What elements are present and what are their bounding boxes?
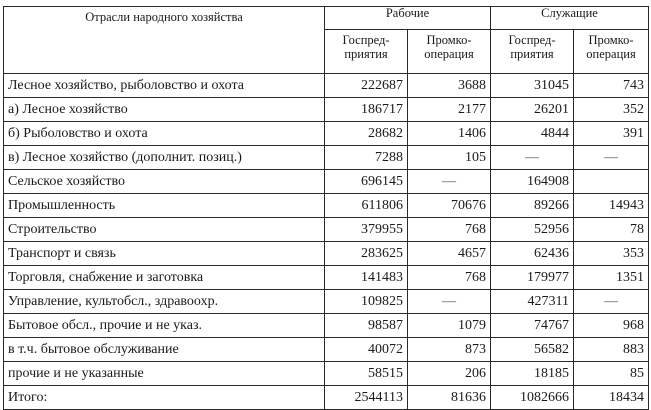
cell-value: 52956 xyxy=(491,218,574,242)
header-line: Промко- xyxy=(588,33,634,47)
table-row xyxy=(4,194,649,218)
table-row xyxy=(4,362,649,386)
cell-value: 26201 xyxy=(491,98,574,122)
cell-value: 4657 xyxy=(408,242,491,266)
cell-value: 179977 xyxy=(491,266,574,290)
header-group-workers: Рабочие xyxy=(325,7,491,30)
cell-value: 968 xyxy=(574,314,649,338)
cell-value: 109825 xyxy=(325,290,408,314)
cell-value: 873 xyxy=(408,338,491,362)
cell-value: 391 xyxy=(574,122,649,146)
cell-value: 78 xyxy=(574,218,649,242)
table-row xyxy=(4,74,649,98)
cell-sector: в т.ч. бытовое обслуживание xyxy=(4,338,325,362)
cell-value: 768 xyxy=(408,266,491,290)
cell-value: 28682 xyxy=(325,122,408,146)
cell-value: 1351 xyxy=(574,266,649,290)
header-workers-state-enterprises xyxy=(325,30,408,74)
cell-value: 611806 xyxy=(325,194,408,218)
header-sector: Отрасли народного хозяйства xyxy=(4,7,325,74)
header-line: операция xyxy=(424,47,474,62)
cell-value: 743 xyxy=(574,74,649,98)
header-row-groups xyxy=(4,7,649,30)
header-line: Госпред- xyxy=(342,33,390,47)
cell-value: 379955 xyxy=(325,218,408,242)
cell-sector: Транспорт и связь xyxy=(4,242,325,266)
header-group-employees: Служащие xyxy=(491,7,649,30)
cell-value: 768 xyxy=(408,218,491,242)
cell-value: 14943 xyxy=(574,194,649,218)
table-row xyxy=(4,338,649,362)
cell-value: 3688 xyxy=(408,74,491,98)
cell-sector: Бытовое обсл., прочие и не указ. xyxy=(4,314,325,338)
cell-value: 74767 xyxy=(491,314,574,338)
header-employees-state-enterprises xyxy=(491,30,574,74)
table-row xyxy=(4,98,649,122)
table-row xyxy=(4,170,649,194)
header-line: приятия xyxy=(510,47,554,62)
cell-value: 85 xyxy=(574,362,649,386)
cell-value: 31045 xyxy=(491,74,574,98)
cell-sector: Строительство xyxy=(4,218,325,242)
header-line: Госпред- xyxy=(508,33,556,47)
table-row xyxy=(4,122,649,146)
cell-value: 186717 xyxy=(325,98,408,122)
cell-sector: Управление, культобсл., здравоохр. xyxy=(4,290,325,314)
cell-value: 222687 xyxy=(325,74,408,98)
cell-value: 2177 xyxy=(408,98,491,122)
cell-value xyxy=(574,170,649,194)
cell-value: 427311 xyxy=(491,290,574,314)
table-header xyxy=(4,7,649,74)
cell-sector: Итого: xyxy=(4,386,325,410)
cell-value: 164908 xyxy=(491,170,574,194)
cell-value: 98587 xyxy=(325,314,408,338)
cell-value: 283625 xyxy=(325,242,408,266)
cell-value: 18185 xyxy=(491,362,574,386)
cell-value: 70676 xyxy=(408,194,491,218)
cell-value: 696145 xyxy=(325,170,408,194)
cell-value: 105 xyxy=(408,146,491,170)
cell-value: 56582 xyxy=(491,338,574,362)
cell-value: 1079 xyxy=(408,314,491,338)
header-employees-cooperation xyxy=(574,30,649,74)
cell-value: 206 xyxy=(408,362,491,386)
table-row xyxy=(4,266,649,290)
cell-value: 62436 xyxy=(491,242,574,266)
cell-value: 7288 xyxy=(325,146,408,170)
header-workers-cooperation xyxy=(408,30,491,74)
table-row xyxy=(4,386,649,410)
cell-sector: б) Рыболовство и охота xyxy=(4,122,325,146)
cell-sector: Промышленность xyxy=(4,194,325,218)
cell-value: 141483 xyxy=(325,266,408,290)
cell-value: 1082666 xyxy=(491,386,574,410)
cell-value: 81636 xyxy=(408,386,491,410)
table-row xyxy=(4,314,649,338)
cell-sector: прочие и не указанные xyxy=(4,362,325,386)
cell-value: 40072 xyxy=(325,338,408,362)
header-line: приятия xyxy=(344,47,388,62)
cell-value: 352 xyxy=(574,98,649,122)
cell-value: 89266 xyxy=(491,194,574,218)
cell-value: 58515 xyxy=(325,362,408,386)
cell-value: — xyxy=(408,290,491,314)
cell-value: — xyxy=(574,290,649,314)
cell-value: — xyxy=(574,146,649,170)
cell-value: — xyxy=(408,170,491,194)
cell-value: — xyxy=(491,146,574,170)
table-row xyxy=(4,242,649,266)
cell-sector: в) Лесное хозяйство (дополнит. позиц.) xyxy=(4,146,325,170)
cell-value: 4844 xyxy=(491,122,574,146)
statistics-table xyxy=(3,6,649,410)
table-row xyxy=(4,146,649,170)
cell-sector: Лесное хозяйство, рыболовство и охота xyxy=(4,74,325,98)
cell-sector: а) Лесное хозяйство xyxy=(4,98,325,122)
cell-value: 883 xyxy=(574,338,649,362)
cell-sector: Сельское хозяйство xyxy=(4,170,325,194)
cell-value: 2544113 xyxy=(325,386,408,410)
table-row xyxy=(4,290,649,314)
header-line: операция xyxy=(586,47,636,62)
cell-value: 353 xyxy=(574,242,649,266)
header-line: Промко- xyxy=(426,33,472,47)
cell-sector: Торговля, снабжение и заготовка xyxy=(4,266,325,290)
table-body xyxy=(4,74,649,410)
cell-value: 1406 xyxy=(408,122,491,146)
cell-value: 18434 xyxy=(574,386,649,410)
table-row xyxy=(4,218,649,242)
